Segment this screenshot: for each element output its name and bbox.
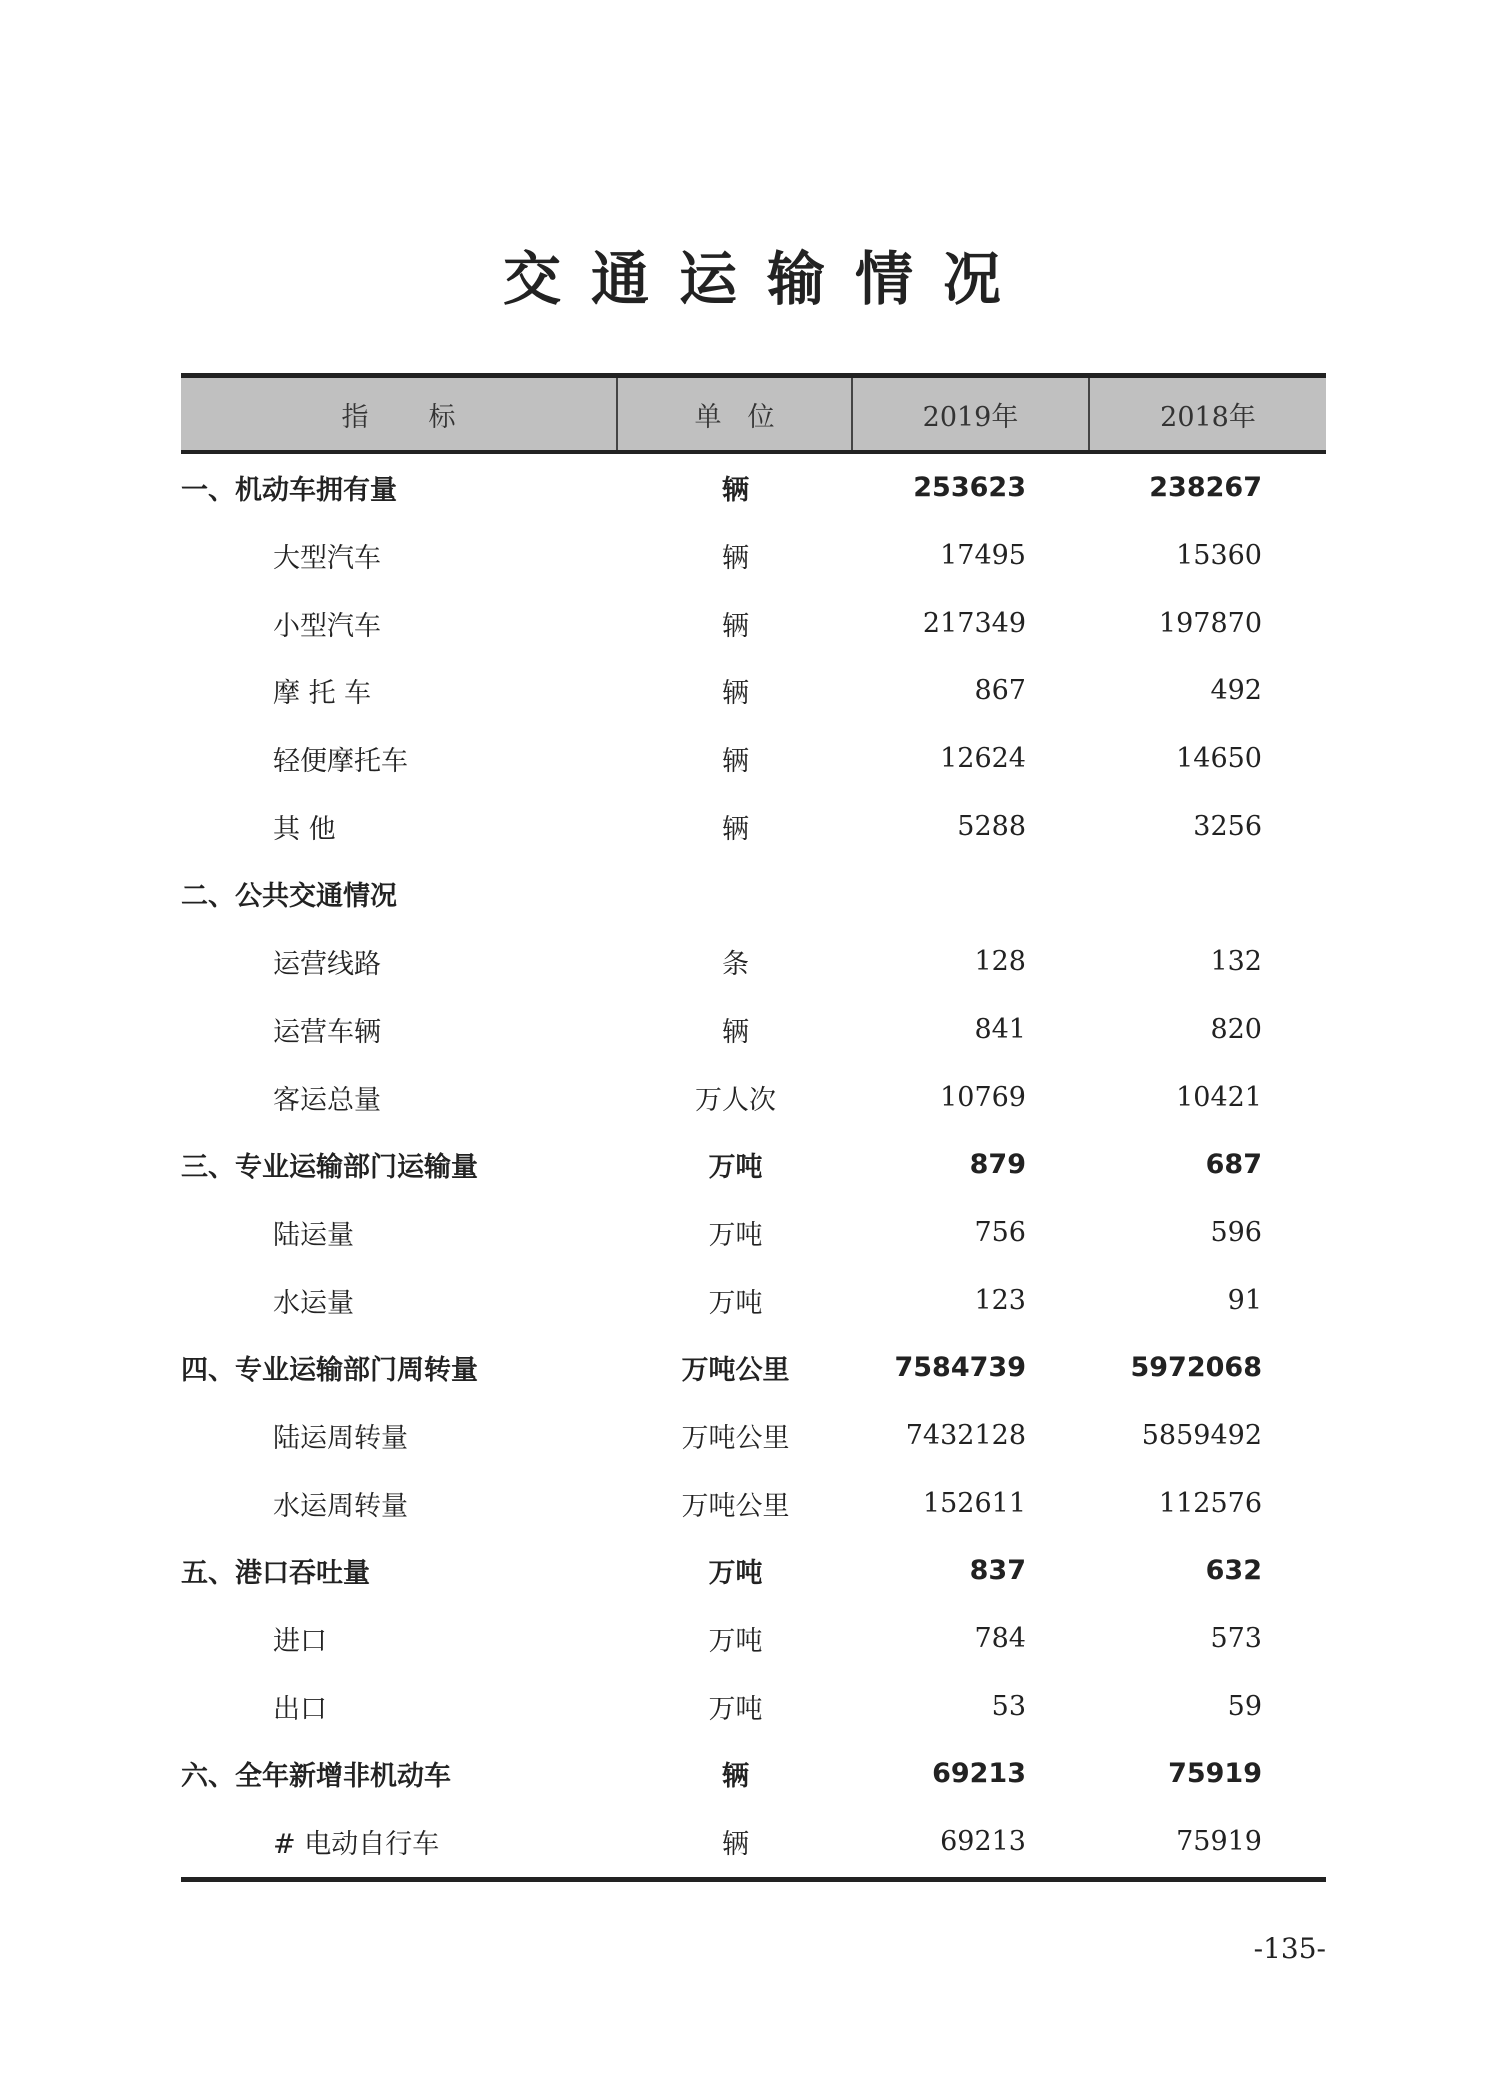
value-2018: 632 xyxy=(1205,1555,1262,1587)
table-row xyxy=(181,996,1326,1064)
table-row xyxy=(181,1808,1326,1876)
value-2019: 10769 xyxy=(940,1081,1026,1113)
value-2019: 253623 xyxy=(913,472,1026,504)
row-unit: 辆 xyxy=(722,1016,749,1048)
row-label: 进口 xyxy=(273,1626,327,1658)
value-2018: 820 xyxy=(1210,1013,1262,1045)
value-2019: 784 xyxy=(974,1623,1026,1655)
table-row xyxy=(181,1266,1326,1334)
value-2019: 217349 xyxy=(922,607,1026,639)
value-2018: 75919 xyxy=(1176,1826,1262,1858)
row-unit: 万人次 xyxy=(695,1084,776,1116)
table-row xyxy=(181,1063,1326,1131)
row-unit: 万吨公里 xyxy=(681,1490,790,1522)
table-section-row xyxy=(181,1740,1326,1808)
table-row xyxy=(181,589,1326,657)
transport-table xyxy=(181,373,1326,1882)
value-2018: 573 xyxy=(1210,1623,1262,1655)
table-section-row xyxy=(181,1537,1326,1605)
row-unit: 万吨 xyxy=(708,1219,763,1251)
value-2018: 5859492 xyxy=(1141,1419,1262,1451)
value-2019: 867 xyxy=(974,675,1026,707)
row-unit: 万吨 xyxy=(708,1287,763,1319)
row-unit: 万吨 xyxy=(708,1626,763,1658)
value-2019: 7432128 xyxy=(905,1419,1026,1451)
table-section-row xyxy=(181,1334,1326,1402)
value-2018: 687 xyxy=(1205,1149,1262,1181)
table-row xyxy=(181,792,1326,860)
row-label: 轻便摩托车 xyxy=(273,746,408,778)
row-label: 其 他 xyxy=(273,813,336,845)
table-row xyxy=(181,725,1326,793)
row-label: 一、机动车拥有量 xyxy=(181,475,397,507)
value-2019: 17495 xyxy=(940,540,1026,572)
row-label: 四、专业运输部门周转量 xyxy=(181,1355,478,1387)
row-label: 陆运量 xyxy=(273,1219,354,1251)
table-row xyxy=(181,1199,1326,1267)
row-label: 五、港口吞吐量 xyxy=(181,1558,370,1590)
value-2018: 197870 xyxy=(1158,607,1262,639)
row-unit: 辆 xyxy=(722,543,749,575)
value-2019: 879 xyxy=(969,1149,1026,1181)
row-label: 陆运周转量 xyxy=(273,1422,408,1454)
value-2018: 14650 xyxy=(1176,743,1262,775)
page-title: 交通运输情况 xyxy=(502,245,1031,313)
value-2018: 15360 xyxy=(1176,540,1262,572)
table-section-row xyxy=(181,454,1326,522)
row-label: 水运量 xyxy=(273,1287,354,1319)
page-number: -135- xyxy=(1253,1932,1326,1965)
table-section-row xyxy=(181,1131,1326,1199)
row-label: 大型汽车 xyxy=(273,543,381,575)
row-label: # 电动自行车 xyxy=(273,1829,440,1861)
table-row xyxy=(181,1469,1326,1537)
value-2019: 69213 xyxy=(940,1826,1026,1858)
value-2018: 5972068 xyxy=(1130,1352,1262,1384)
row-label: 客运总量 xyxy=(273,1084,381,1116)
row-unit: 万吨公里 xyxy=(681,1355,790,1387)
header-2018: 2018年 xyxy=(1160,401,1256,433)
value-2018: 596 xyxy=(1210,1216,1262,1248)
value-2019: 128 xyxy=(974,946,1026,978)
row-label: 出口 xyxy=(273,1693,327,1725)
value-2019: 756 xyxy=(974,1216,1026,1248)
row-unit: 辆 xyxy=(722,1761,749,1793)
value-2018: 112576 xyxy=(1158,1487,1262,1519)
table-header xyxy=(181,378,1326,454)
row-label: 运营车辆 xyxy=(273,1016,381,1048)
row-unit: 辆 xyxy=(722,1829,749,1861)
table-row xyxy=(181,1402,1326,1470)
row-unit: 万吨 xyxy=(708,1558,763,1590)
table-section-row xyxy=(181,860,1326,928)
value-2018: 75919 xyxy=(1168,1758,1262,1790)
header-unit: 单位 xyxy=(618,378,853,450)
value-2019: 152611 xyxy=(922,1487,1026,1519)
table-row xyxy=(181,657,1326,725)
row-unit: 辆 xyxy=(722,610,749,642)
row-unit: 辆 xyxy=(722,746,749,778)
table-row xyxy=(181,522,1326,590)
row-unit: 辆 xyxy=(722,475,749,507)
row-unit: 万吨 xyxy=(708,1152,763,1184)
value-2019: 12624 xyxy=(940,743,1026,775)
value-2019: 7584739 xyxy=(894,1352,1026,1384)
value-2019: 841 xyxy=(974,1013,1026,1045)
row-unit: 辆 xyxy=(722,813,749,845)
value-2019: 69213 xyxy=(932,1758,1026,1790)
table-row xyxy=(181,928,1326,996)
value-2019: 5288 xyxy=(957,810,1026,842)
header-indicator: 指标 xyxy=(181,378,618,450)
value-2018: 492 xyxy=(1210,675,1262,707)
value-2019: 837 xyxy=(969,1555,1026,1587)
value-2018: 59 xyxy=(1227,1690,1262,1722)
row-label: 二、公共交通情况 xyxy=(181,881,397,913)
value-2019: 123 xyxy=(974,1284,1026,1316)
table-bottom-rule xyxy=(181,1877,1326,1882)
row-label: 六、全年新增非机动车 xyxy=(181,1761,451,1793)
row-unit: 条 xyxy=(722,949,749,981)
row-label: 小型汽车 xyxy=(273,610,381,642)
value-2018: 91 xyxy=(1227,1284,1262,1316)
value-2018: 3256 xyxy=(1193,810,1262,842)
value-2018: 132 xyxy=(1210,946,1262,978)
row-unit: 辆 xyxy=(722,678,749,710)
table-body xyxy=(181,454,1326,1875)
row-label: 运营线路 xyxy=(273,949,381,981)
value-2019: 53 xyxy=(991,1690,1026,1722)
row-label: 摩 托 车 xyxy=(273,678,372,710)
table-row xyxy=(181,1672,1326,1740)
row-unit: 万吨公里 xyxy=(681,1422,790,1454)
value-2018: 10421 xyxy=(1176,1081,1262,1113)
row-unit: 万吨 xyxy=(708,1693,763,1725)
header-2019: 2019年 xyxy=(853,378,1090,450)
row-label: 水运周转量 xyxy=(273,1490,408,1522)
value-2018: 238267 xyxy=(1149,472,1262,504)
table-row xyxy=(181,1605,1326,1673)
row-label: 三、专业运输部门运输量 xyxy=(181,1152,478,1184)
